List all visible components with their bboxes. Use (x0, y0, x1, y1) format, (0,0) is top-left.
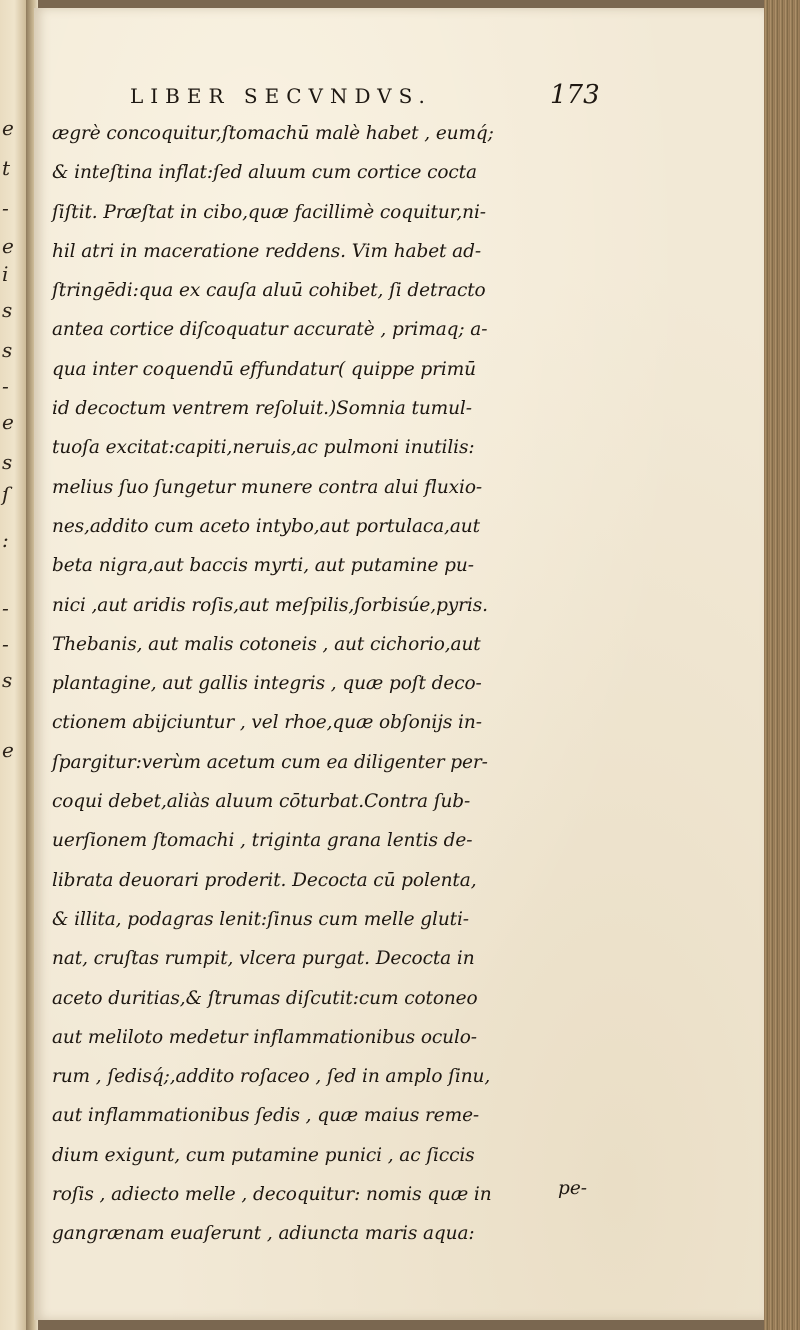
text-line: ſtringēdi:qua ex cauſa aluū cohibet, ſi detracto (52, 280, 486, 302)
text-line: roſis , adiecto melle , decoquitur: nomis quæ in (52, 1184, 492, 1206)
text-line: qua inter coquendū effundatur( quippe primū (52, 358, 476, 380)
text-line: hil atri in maceratione reddens. Vim habet ad- (52, 240, 481, 262)
text-line: dium exigunt, cum putamine punici , ac ſiccis (52, 1144, 475, 1166)
prev-page-glyph: s (2, 450, 13, 474)
prev-page-glyph: s (2, 298, 13, 322)
previous-page-edge (0, 0, 27, 1330)
text-line: melius ſuo ſungetur munere contra alui fluxio- (52, 476, 483, 498)
prev-page-glyph: - (2, 374, 9, 398)
text-line: uerſionem ſtomachi , triginta grana lentis de- (52, 830, 473, 852)
text-line: tuoſa excitat:capiti,neruis,ac pulmoni inutilis: (52, 437, 475, 459)
prev-page-glyph: e (2, 410, 14, 434)
prev-page-glyph: e (2, 234, 14, 258)
text-line: id decoctum ventrem reſoluit.)Somnia tumul- (52, 398, 472, 420)
text-line: librata deuorari proderit. Decocta cū polenta, (52, 869, 477, 891)
prev-page-glyph: - (2, 632, 9, 656)
prev-page-glyph: : (2, 528, 9, 552)
running-head: LIBER SECVNDVS. (130, 84, 432, 108)
text-line: beta nigra,aut baccis myrti, aut putamine pu- (52, 555, 474, 577)
text-line: Thebanis, aut malis cotoneis , aut cichorio,aut (52, 633, 481, 655)
text-line: aut meliloto medetur inflammationibus oculo- (52, 1026, 477, 1048)
text-line: aut inflammationibus ſedis , quæ maius reme- (52, 1105, 480, 1127)
prev-page-glyph: s (2, 668, 13, 692)
catchword: pe- (558, 1178, 588, 1199)
prev-page-glyph: e (2, 738, 14, 762)
text-line: ſiſtit. Præſtat in cibo,quæ facillimè coquitur,ni- (52, 201, 486, 223)
body-text (52, 114, 612, 1254)
text-line: ctionem abijciuntur , vel rhoe,quæ obſonijs in- (52, 712, 482, 734)
text-line: antea cortice diſcoquatur accuratè , primaq; a- (52, 319, 488, 341)
page-block-edge (764, 0, 800, 1330)
text-line: coqui debet,aliàs aluum cōturbat.Contra ſub- (52, 791, 471, 813)
text-line: & illita, podagras lenit:ſinus cum melle gluti- (52, 908, 469, 930)
prev-page-glyph: t (2, 156, 11, 180)
text-line: ſpargitur:verùm acetum cum ea diligenter per- (52, 751, 488, 773)
text-line: plantagine, aut gallis integris , quæ poſt deco- (52, 673, 482, 695)
prev-page-glyph: - (2, 196, 9, 220)
book-page (34, 8, 764, 1320)
text-line: nici ,aut aridis roſis,aut meſpilis,ſorbisúe,pyris. (52, 594, 488, 616)
text-line: & inteſtina inflat:ſed aluum cum cortice cocta (52, 162, 477, 184)
prev-page-glyph: i (2, 262, 9, 286)
text-line: nat, cruſtas rumpit, vlcera purgat. Decocta in (52, 948, 475, 970)
text-line: gangrænam euaſerunt , adiuncta maris aqua: (52, 1223, 475, 1245)
prev-page-glyph: - (2, 596, 9, 620)
text-line: aceto duritias,& ſtrumas diſcutit:cum cotoneo (52, 987, 478, 1009)
prev-page-glyph: e (2, 116, 14, 140)
prev-page-glyph: s (2, 338, 13, 362)
page-number: 173 (550, 80, 600, 110)
prev-page-glyph: ſ (2, 482, 10, 506)
text-line: ægrè concoquitur,ſtomachū malè habet , eumq́; (52, 123, 494, 144)
text-line: nes,addito cum aceto intybo,aut portulaca,aut (52, 515, 480, 537)
text-line: rum , ſedisq́;,addito roſaceo , ſed in amplo ſinu, (52, 1066, 491, 1088)
